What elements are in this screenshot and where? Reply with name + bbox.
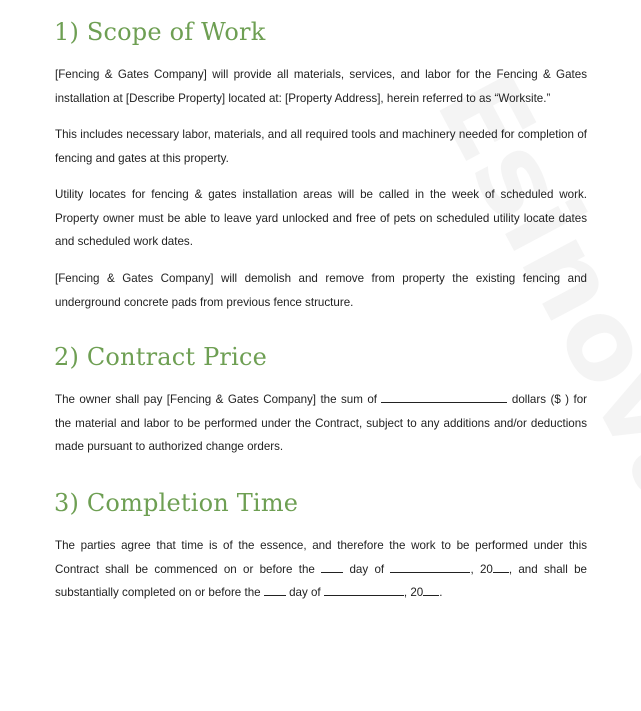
section-title-scope-of-work: 1) Scope of Work <box>54 18 266 46</box>
section-title-contract-price: 2) Contract Price <box>54 343 268 371</box>
price-amount-blank <box>381 391 507 403</box>
completion-text-1: The parties agree that time is of the essence, and therefore the work to be performed under this Contract shall be commenced on or before the <box>55 539 587 576</box>
completion-time-paragraph <box>55 534 587 605</box>
end-day-blank <box>264 584 286 596</box>
end-year-blank <box>423 584 439 596</box>
scope-paragraph-3: Utility locates for fencing & gates installation areas will be called in the week of scheduled work. Property owner must be able to leave yard unlocked and free of pets on scheduled utility locate dates and scheduled work dates. <box>55 188 587 248</box>
price-text-end: dollars ($ ) for the material and labor to be performed under the Contract, subject to any additions and/or deductions made pursuant to authorized change orders. <box>55 393 587 453</box>
scope-paragraph-1: [Fencing & Gates Company] will provide all materials, services, and labor for the Fencing & Gates installation at [Describe Property] located at: [Property Address], herein referred to as “Worksite.” <box>55 68 587 105</box>
completion-text-3: , 20 <box>470 562 493 576</box>
section-title-completion-time: 3) Completion Time <box>54 489 299 517</box>
completion-text-6: , 20 <box>403 586 424 599</box>
contract-price-paragraph <box>55 388 587 459</box>
scope-paragraph-2: This includes necessary labor, materials, and all required tools and machinery needed for completion of fencing and gates at this property. <box>55 128 587 165</box>
completion-text-2: day of <box>349 562 385 576</box>
start-day-blank <box>321 561 343 573</box>
scope-paragraph-4: [Fencing & Gates Company] will demolish and remove from property the existing fencing and underground concrete pads from previous fence structure. <box>55 272 587 309</box>
completion-text-7: . <box>439 586 443 599</box>
completion-text-4: , and shall be substantially completed on or before the <box>55 562 587 599</box>
start-year-blank <box>493 561 509 573</box>
completion-text-5: day of <box>289 586 321 599</box>
start-month-blank <box>390 561 470 573</box>
price-text-start: The owner shall pay [Fencing & Gates Company] the sum of <box>55 393 377 406</box>
end-month-blank <box>324 584 404 596</box>
